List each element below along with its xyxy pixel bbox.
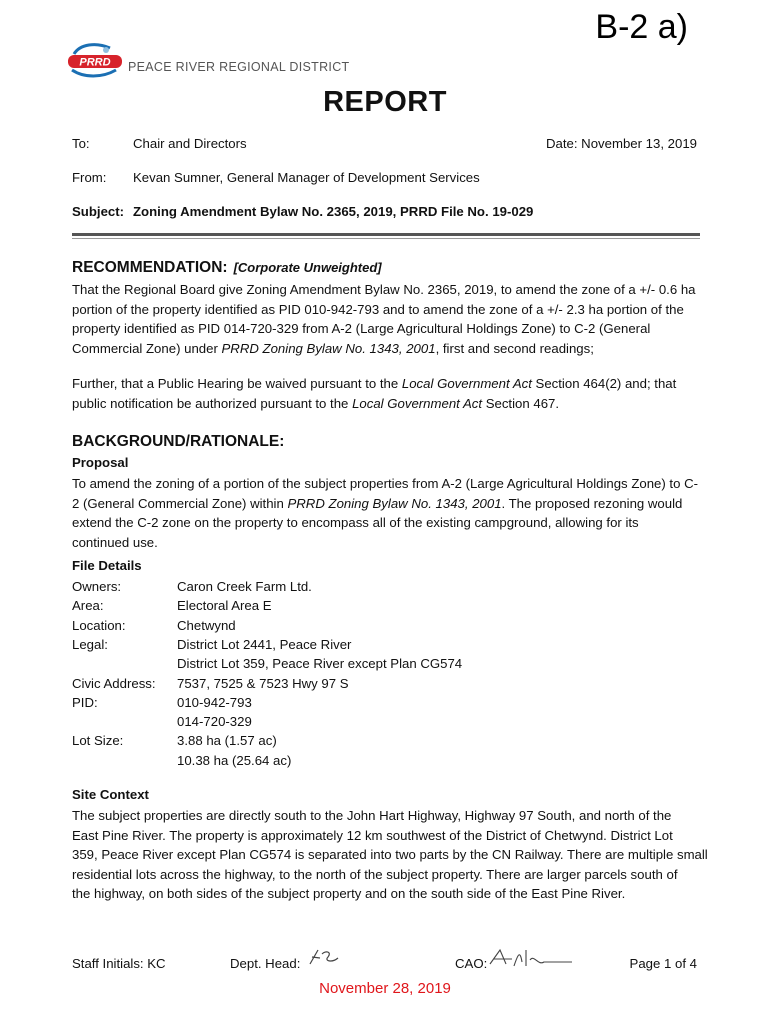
staff-initials: Staff Initials: KC (72, 956, 166, 971)
proposal-paragraph: To amend the zoning of a portion of the subject properties from A-2 (Large Agricultural Holdings Zone) to C- 2 (General Commercial Zone) within PRRD Zoning Bylaw No. 1343, 2001. The proposed rezoning would extend the C-2 zone on the property to encompass all of the existing campground, allowing for its continued use. (72, 476, 699, 550)
recommendation-paragraph (72, 280, 702, 358)
recommendation-qualifier: [Corporate Unweighted] (233, 260, 382, 275)
file-detail-key: Location: (72, 617, 126, 633)
header-divider-thin (72, 238, 700, 239)
file-detail-row (72, 577, 312, 596)
logo-text: PRRD (79, 56, 111, 69)
rec-line: That the Regional Board give Zoning Amendment Bylaw No. 2365, 2019, to amend the zone of a +/- 0.6 ha (72, 282, 696, 297)
subject-label: Subject: (72, 204, 125, 219)
file-detail-value: 014-720-329 (177, 714, 252, 730)
to-value: Chair and Directors (133, 136, 247, 151)
file-detail-value: 3.88 ha (1.57 ac) (177, 733, 277, 749)
agenda-item-tag: B-2 a) (595, 8, 688, 46)
file-detail-row (72, 693, 252, 712)
file-detail-key: Owners: (72, 579, 122, 594)
file-detail-row (72, 712, 252, 731)
file-detail-value: District Lot 359, Peace River except Plan CG574 (177, 656, 463, 672)
file-detail-value: 10.38 ha (25.64 ac) (177, 752, 292, 768)
file-detail-key: Civic Address: (72, 675, 156, 691)
recommendation-heading: RECOMMENDATION: [Corporate Unweighted] (72, 259, 382, 276)
file-detail-row (72, 654, 462, 673)
stamp-date: November 28, 2019 (319, 980, 451, 997)
recommendation-paragraph-2 (72, 374, 702, 413)
from-label: From: (72, 170, 107, 185)
rec-line: property identified as PID 014-720-329 from A-2 (Large Agricultural Holdings Zone) to C-2 (General (72, 321, 651, 337)
file-detail-row (72, 751, 291, 770)
from-value: Kevan Sumner, General Manager of Development Services (133, 170, 480, 185)
file-detail-key: Lot Size: (72, 733, 124, 749)
file-detail-value: District Lot 2441, Peace River (177, 636, 352, 652)
org-name: PEACE RIVER REGIONAL DISTRICT (128, 60, 350, 74)
background-heading: BACKGROUND/RATIONALE: (72, 433, 285, 450)
file-detail-key: PID: (72, 694, 98, 710)
file-details-heading: File Details (72, 558, 142, 573)
file-detail-row (72, 674, 349, 693)
site-context-paragraph: The subject properties are directly south to the John Hart Highway, Highway 97 South, and north of the East Pine River. The property is approximately 12 km southwest of the District of Chetwynd. District Lot 359, Peace River except Plan CG574 is separated into two parts by the CN Railway. There are multiple small residential lots across the highway, to the north of the subject property. There are larger parcels south of the highway, on both sides of the subject property and on the south side of the East Pine River. (72, 808, 708, 902)
rec-line: portion of the property identified as PID 010-942-793 and to amend the zone of a +/- 2.3 ha portion of the (72, 301, 684, 317)
dept-head-label: Dept. Head: (230, 956, 301, 971)
file-detail-value: Caron Creek Farm Ltd. (177, 579, 312, 594)
site-context-heading: Site Context (72, 787, 149, 802)
to-label: To: (72, 136, 90, 151)
dept-head-signature-icon (306, 946, 346, 968)
file-detail-key: Legal: (72, 636, 108, 652)
file-detail-value: 010-942-793 (177, 694, 252, 710)
header-divider (72, 233, 700, 236)
report-title: REPORT (323, 86, 447, 118)
rec-line: Commercial Zone) under PRRD Zoning Bylaw No. 1343, 2001, first and second readings; (72, 340, 594, 356)
prrd-logo-icon (66, 40, 124, 80)
report-date: Date: November 13, 2019 (545, 136, 697, 151)
file-detail-value: Electoral Area E (177, 598, 272, 614)
page-number: Page 1 of 4 (629, 956, 697, 971)
file-detail-value: 7537, 7525 & 7523 Hwy 97 S (177, 675, 349, 691)
file-detail-row (72, 635, 351, 654)
prrd-logo (66, 40, 349, 80)
cao-label: CAO: (455, 956, 488, 971)
rec-line: public notification be authorized pursuant to the Local Government Act Section 467. (72, 395, 560, 411)
rec-line: Further, that a Public Hearing be waived pursuant to the Local Government Act Section 464(2) and; that (72, 376, 677, 391)
file-detail-value: Chetwynd (177, 617, 236, 633)
subject-value: Zoning Amendment Bylaw No. 2365, 2019, PRRD File No. 19-029 (133, 204, 534, 219)
file-detail-row (72, 731, 277, 750)
cao-signature-icon (486, 944, 576, 972)
file-detail-row (72, 596, 272, 615)
proposal-heading: Proposal (72, 455, 129, 470)
file-detail-key: Area: (72, 598, 104, 614)
file-detail-row (72, 616, 236, 635)
